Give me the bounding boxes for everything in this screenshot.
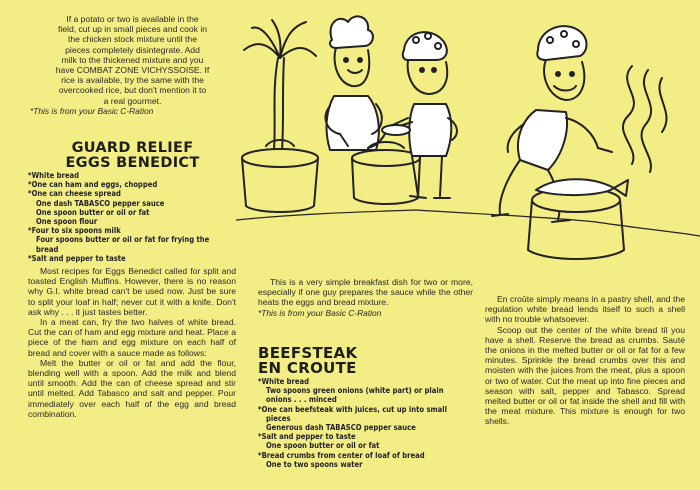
ingredient-line: *Salt and pepper to taste xyxy=(28,253,126,263)
ingredient-line: onions . . . minced xyxy=(266,395,337,405)
ingredient-line: *Four to six spoons milk xyxy=(28,226,121,236)
ingredient-line: One to two spoons water xyxy=(266,459,363,469)
ingredient-line: *One can cheese spread xyxy=(28,189,121,199)
ingredient-line: *White bread xyxy=(28,171,79,180)
smoke-lines-drawing xyxy=(623,66,667,172)
intro-text xyxy=(30,14,235,116)
ingredient-line: Generous dash TABASCO pepper sauce xyxy=(266,423,416,433)
ingredients-list-eggs-benedict xyxy=(28,171,243,263)
recipe-title-eggs-benedict xyxy=(30,141,235,171)
middle-paragraph: This is a very simple breakfast dish for two or more, especially if one guy prepares the sauce while the other heats the eggs and bread mixture. xyxy=(258,277,473,308)
ingredient-line: Two spoons green onions (white part) or plain xyxy=(266,386,444,396)
ingredient-line: One spoon butter or oil or fat xyxy=(266,441,380,451)
ingredient-line: *Bread crumbs from center of loaf of bread xyxy=(258,450,425,460)
palm-tree-drawing xyxy=(244,20,316,150)
recipe-title-beefsteak xyxy=(258,346,408,376)
ingredient-line: One spoon flour xyxy=(36,217,98,227)
second-pot-drawing xyxy=(352,142,420,204)
ingredient-line: bread xyxy=(36,244,59,254)
intro-line: a real gourmet. xyxy=(103,95,162,106)
intro-line: have COMBAT ZONE VICHYSSOISE. If xyxy=(55,65,210,76)
stump-with-fish-drawing xyxy=(528,179,628,259)
ingredient-line: One dash TABASCO pepper sauce xyxy=(36,198,165,208)
intro-line: milk to the thickened mixture and you xyxy=(61,54,204,65)
intro-line: rice is available, try the same with the xyxy=(61,75,204,86)
directions-beefsteak xyxy=(485,294,685,427)
intro-note: *This is from your Basic C-Ration xyxy=(30,105,154,116)
ingredient-line: *Salt and pepper to taste xyxy=(258,432,356,442)
middle-text xyxy=(258,277,473,318)
direction-paragraph: Melt the butter or oil or fat and add the flour, blending well with a spoon. Add the milk and blend until smooth. Add the can of cheese spread and stir until melted. Add Tabasco and salt and pepper. Pour immediately over each half of the egg and bread combination. xyxy=(28,357,236,419)
intro-line: If a potato or two is available in the xyxy=(66,14,199,24)
ingredient-line: Four spoons butter or oil or fat for frying the xyxy=(36,235,210,245)
middle-note: *This is from your Basic C-Ration xyxy=(258,307,382,318)
direction-paragraph: Most recipes for Eggs Benedict called for split and toasted English Muffins. However, there is no reason why G.I. white bread can't be used now. Just be sure to split your loaf in half; never cut it with a knife. Don't ask why . . . it just tastes better. xyxy=(28,266,236,317)
direction-paragraph: En croûte simply means in a pastry shell, and the regulation white bread lends itself to such a shell with no trouble whatsoever. xyxy=(485,294,685,325)
intro-line: pieces completely disintegrate. Add xyxy=(65,44,200,55)
pot-drawing xyxy=(242,140,318,212)
recipe-title-line2: EN CROUTE xyxy=(258,359,357,377)
ingredients-list-beefsteak xyxy=(258,377,488,469)
intro-line: field, cut up in small pieces and cook in xyxy=(57,24,208,35)
recipe-title-line1: BEEFSTEAK xyxy=(258,344,358,362)
direction-paragraph: In a meat can, fry the two halves of white bread. Cut the can of ham and egg mixture and heat. Place a piece of the ham and egg mixture on each half of bread and cover with a sauce made as follows: xyxy=(28,317,236,358)
intro-line: the chicken stock mixture until the xyxy=(68,34,197,45)
soldiers-cooking-illustration xyxy=(236,0,700,280)
ingredient-line: pieces xyxy=(266,413,291,423)
recipe-title-line1: GUARD RELIEF xyxy=(71,140,194,156)
ingredient-line: *One can beefsteak with juices, cut up into small xyxy=(258,404,447,414)
recipe-title-line2: EGGS BENEDICT xyxy=(65,155,200,171)
ingredient-line: *White bread xyxy=(258,377,309,386)
direction-paragraph: Scoop out the center of the white bread til you have a shell. Reserve the bread as crumbs. Sauté the onions in the melted butter or oil or fat for a few minutes. Sprinkle the bread crumbs over this and moisten with the juices from the meat, plus a spoon or two of water. Cut the meat up into fine pieces and season with salt, pepper and Tabasco. Spread melted butter or oil or fat inside the shell and fill with the meat mixture. This mixture is enough for two shells. xyxy=(485,324,685,427)
directions-eggs-benedict xyxy=(28,266,236,419)
ingredient-line: One spoon butter or oil or fat xyxy=(36,207,150,217)
intro-line: overcooked rice, but don't mention it to xyxy=(58,85,207,96)
ingredient-line: *One can ham and eggs, chopped xyxy=(28,180,158,190)
